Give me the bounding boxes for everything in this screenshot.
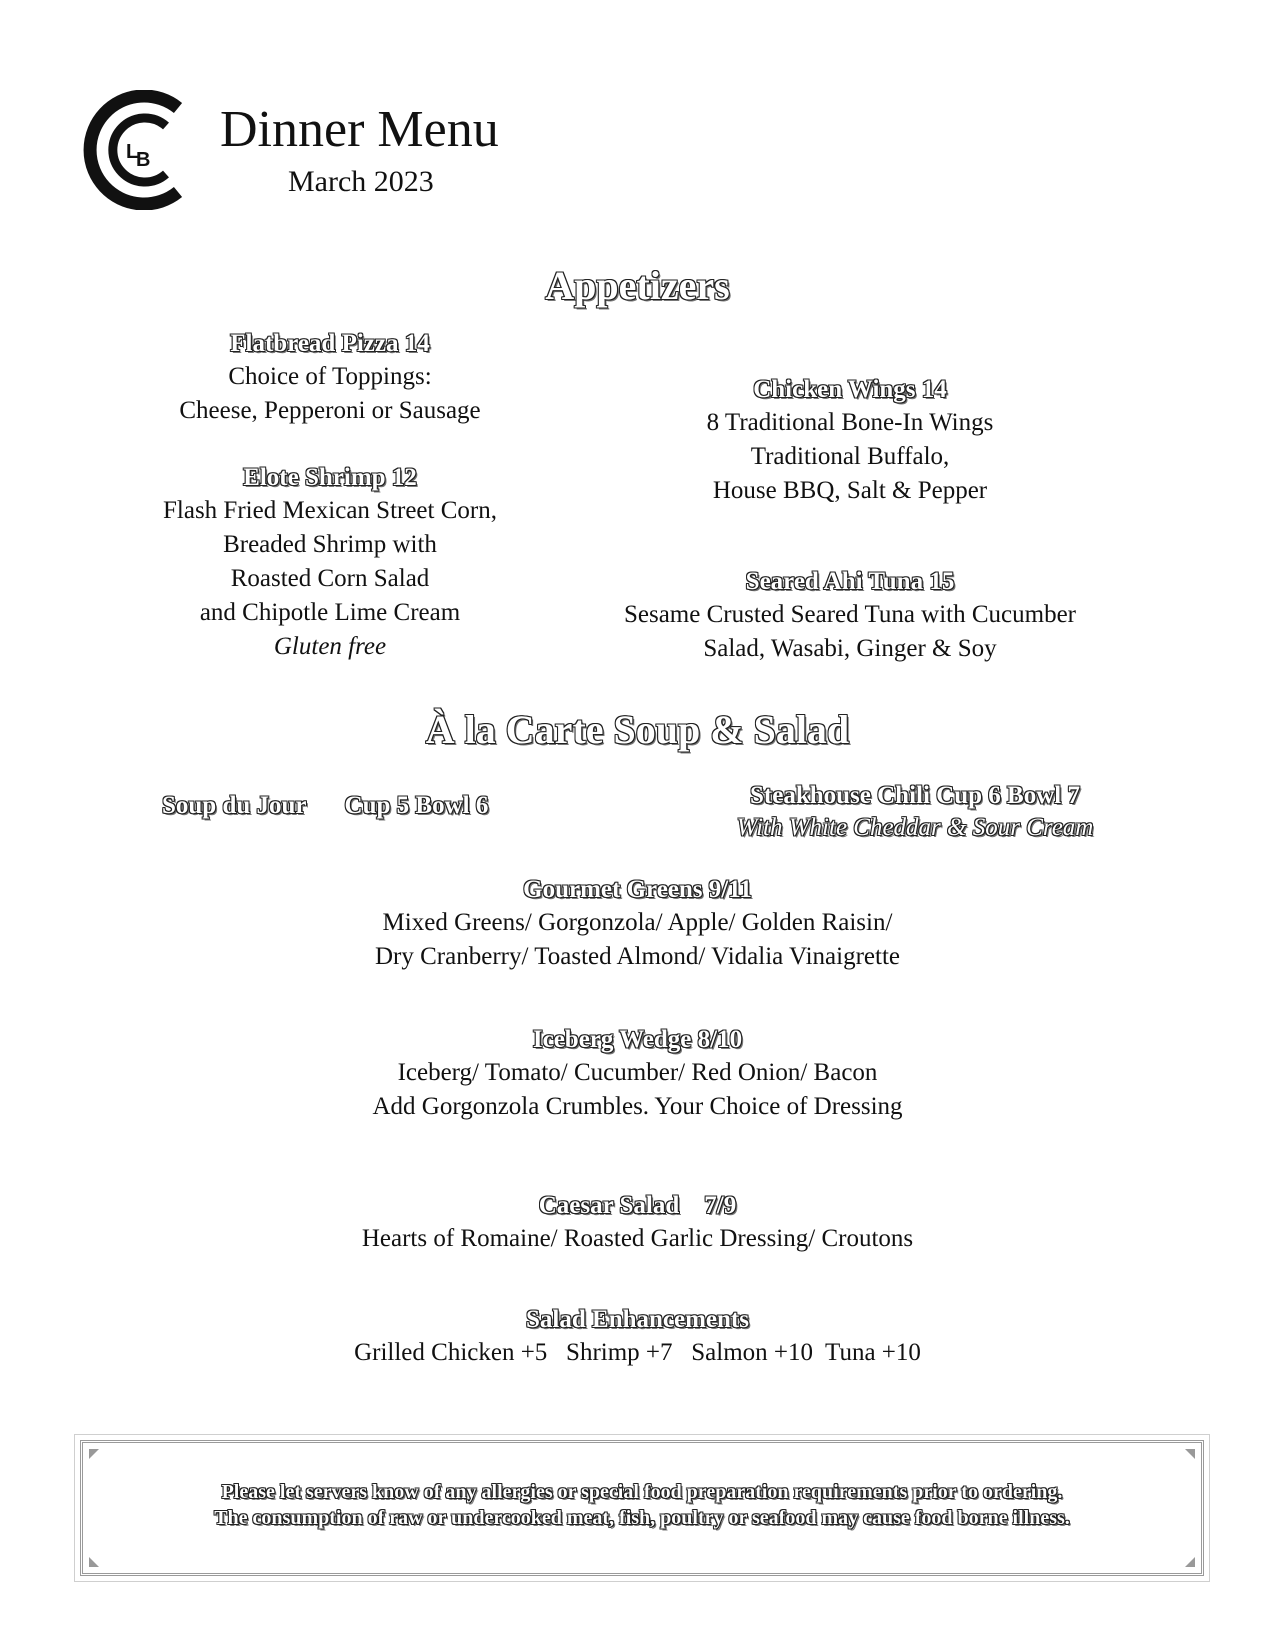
- item-desc: Sesame Crusted Seared Tuna with Cucumber: [623, 601, 1077, 628]
- flatbread-pizza-item: [90, 328, 570, 428]
- item-note: With White Cheddar & Sour Cream: [736, 814, 1094, 841]
- item-name: Iceberg Wedge 8/10: [532, 1026, 743, 1053]
- item-name: Gourmet Greens 9/11: [523, 876, 752, 903]
- salad-enhancements-item: [0, 1304, 1275, 1370]
- item-desc: and Chipotle Lime Cream: [199, 599, 461, 626]
- item-name: Flatbread Pizza 14: [230, 330, 430, 357]
- item-desc: Traditional Buffalo,: [750, 443, 950, 470]
- item-name: Seared Ahi Tuna 15: [745, 568, 955, 595]
- steakhouse-chili-item: [680, 780, 1150, 844]
- item-name: Soup du Jour: [162, 792, 307, 819]
- seared-ahi-tuna-item: [590, 566, 1110, 666]
- item-name: Salad Enhancements: [526, 1306, 749, 1333]
- iceberg-wedge-item: [0, 1024, 1275, 1124]
- clb-logo-icon: [80, 90, 190, 210]
- item-desc: Iceberg/ Tomato/ Cucumber/ Red Onion/ Bacon: [397, 1059, 878, 1086]
- dietary-note: Gluten free: [273, 633, 387, 660]
- frame-corner-ornament: [1185, 1557, 1195, 1567]
- allergy-notice: Please let servers know of any allergies or special food preparation requirements prior to ordering.: [221, 1481, 1063, 1503]
- svg-text:L: L: [126, 141, 139, 163]
- chicken-wings-item: [590, 374, 1110, 508]
- item-desc: Salad, Wasabi, Ginger & Soy: [703, 635, 997, 662]
- item-desc: Hearts of Romaine/ Roasted Garlic Dressing/ Croutons: [361, 1225, 914, 1252]
- item-desc: Roasted Corn Salad: [230, 565, 430, 592]
- item-desc: Flash Fried Mexican Street Corn,: [163, 497, 497, 524]
- menu-date: March 2023: [288, 165, 434, 198]
- item-desc: House BBQ, Salt & Pepper: [712, 477, 988, 504]
- item-desc: Cheese, Pepperoni or Sausage: [179, 397, 481, 424]
- allergy-notice-box: [80, 1440, 1204, 1576]
- soup-salad-heading: À la Carte Soup & Salad: [425, 707, 850, 752]
- item-price: Cup 5 Bowl 6: [344, 792, 489, 819]
- item-desc: Grilled Chicken +5 Shrimp +7 Salmon +10 Tuna +10: [354, 1339, 921, 1366]
- food-safety-notice: The consumption of raw or undercooked meat, fish, poultry or seafood may cause food borne illness.: [214, 1507, 1070, 1529]
- item-desc: Add Gorgonzola Crumbles. Your Choice of Dressing: [372, 1093, 903, 1120]
- svg-text:B: B: [136, 149, 151, 171]
- item-name: Caesar Salad 7/9: [538, 1192, 737, 1219]
- caesar-salad-item: [0, 1190, 1275, 1256]
- elote-shrimp-item: [90, 462, 570, 664]
- item-desc: 8 Traditional Bone-In Wings: [706, 409, 994, 436]
- item-name: Elote Shrimp 12: [243, 464, 417, 491]
- item-name: Steakhouse Chili Cup 6 Bowl 7: [750, 782, 1080, 809]
- frame-corner-ornament: [1185, 1449, 1195, 1459]
- frame-corner-ornament: [89, 1557, 99, 1567]
- soup-du-jour-item: [162, 790, 488, 822]
- item-desc: Breaded Shrimp with: [223, 531, 437, 558]
- frame-corner-ornament: [89, 1449, 99, 1459]
- item-name: Chicken Wings 14: [753, 376, 947, 403]
- gourmet-greens-item: [0, 874, 1275, 974]
- appetizers-heading: Appetizers: [545, 263, 730, 308]
- item-desc: Mixed Greens/ Gorgonzola/ Apple/ Golden Raisin/: [382, 909, 893, 936]
- item-desc: Choice of Toppings:: [228, 363, 432, 390]
- page-title: Dinner Menu: [220, 101, 499, 158]
- item-desc: Dry Cranberry/ Toasted Almond/ Vidalia Vinaigrette: [375, 943, 900, 970]
